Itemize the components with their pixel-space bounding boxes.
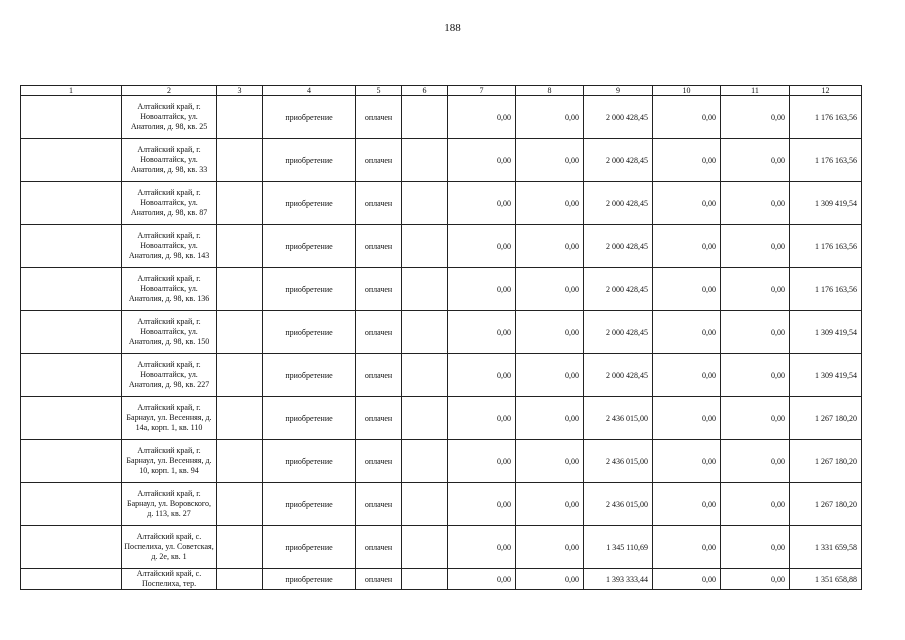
cell-amount: 1 331 659,58 [790,526,862,569]
cell-status: оплачен [356,440,402,483]
cell-amount: 0,00 [516,526,584,569]
cell-type: приобретение [263,483,356,526]
cell-address: Алтайский край, г. Новоалтайск, ул. Анатолия, д. 98, кв. 143 [122,225,217,268]
cell-empty [21,526,122,569]
cell-address: Алтайский край, г. Барнаул, ул. Весенняя, д. 10, корп. 1, кв. 94 [122,440,217,483]
cell-address: Алтайский край, с. Поспелиха, ул. Советская, д. 2е, кв. 1 [122,526,217,569]
cell-address: Алтайский край, г. Новоалтайск, ул. Анатолия, д. 98, кв. 87 [122,182,217,225]
cell-type: приобретение [263,96,356,139]
cell-type: приобретение [263,225,356,268]
cell-address: Алтайский край, г. Новоалтайск, ул. Анатолия, д. 98, кв. 25 [122,96,217,139]
table-row [21,268,862,311]
cell-amount: 1 309 419,54 [790,182,862,225]
column-header: 2 [122,86,217,96]
cell-empty [402,311,448,354]
cell-empty [21,440,122,483]
table-row [21,440,862,483]
cell-amount: 0,00 [721,182,790,225]
cell-empty [217,311,263,354]
cell-status: оплачен [356,268,402,311]
cell-address: Алтайский край, г. Новоалтайск, ул. Анатолия, д. 98, кв. 136 [122,268,217,311]
cell-empty [21,139,122,182]
column-header: 5 [356,86,402,96]
cell-amount: 0,00 [516,483,584,526]
cell-amount: 0,00 [721,354,790,397]
cell-amount: 0,00 [448,311,516,354]
cell-amount: 0,00 [516,354,584,397]
cell-amount: 0,00 [448,526,516,569]
column-header: 8 [516,86,584,96]
cell-amount: 2 000 428,45 [584,268,653,311]
cell-amount: 1 176 163,56 [790,225,862,268]
cell-empty [21,483,122,526]
cell-amount: 0,00 [516,96,584,139]
table-row [21,311,862,354]
cell-status: оплачен [356,354,402,397]
cell-empty [21,397,122,440]
cell-amount: 0,00 [448,139,516,182]
cell-amount: 0,00 [448,268,516,311]
cell-amount: 0,00 [721,569,790,590]
cell-amount: 0,00 [653,569,721,590]
cell-amount: 1 309 419,54 [790,354,862,397]
cell-amount: 0,00 [448,483,516,526]
cell-amount: 0,00 [653,268,721,311]
cell-empty [402,569,448,590]
cell-status: оплачен [356,182,402,225]
cell-empty [402,96,448,139]
cell-amount: 0,00 [516,182,584,225]
column-header: 1 [21,86,122,96]
cell-status: оплачен [356,96,402,139]
cell-amount: 0,00 [653,96,721,139]
column-header: 11 [721,86,790,96]
cell-amount: 2 000 428,45 [584,311,653,354]
column-header: 12 [790,86,862,96]
cell-type: приобретение [263,268,356,311]
cell-amount: 0,00 [516,569,584,590]
column-header: 9 [584,86,653,96]
cell-amount: 0,00 [516,139,584,182]
header-row [21,86,862,96]
cell-amount: 1 267 180,20 [790,483,862,526]
cell-address: Алтайский край, г. Новоалтайск, ул. Анатолия, д. 98, кв. 227 [122,354,217,397]
cell-amount: 0,00 [653,397,721,440]
cell-type: приобретение [263,569,356,590]
cell-status: оплачен [356,139,402,182]
cell-empty [402,182,448,225]
cell-amount: 2 000 428,45 [584,96,653,139]
cell-status: оплачен [356,569,402,590]
cell-amount: 2 436 015,00 [584,483,653,526]
cell-empty [21,569,122,590]
table-row [21,96,862,139]
cell-amount: 1 345 110,69 [584,526,653,569]
cell-empty [21,225,122,268]
data-table [20,85,862,590]
column-header: 6 [402,86,448,96]
column-header: 7 [448,86,516,96]
table-row [21,483,862,526]
cell-empty [402,397,448,440]
cell-empty [217,483,263,526]
table-row [21,139,862,182]
cell-empty [217,397,263,440]
cell-amount: 0,00 [721,311,790,354]
cell-amount: 0,00 [653,354,721,397]
cell-amount: 1 351 658,88 [790,569,862,590]
cell-empty [217,526,263,569]
column-header: 3 [217,86,263,96]
cell-amount: 1 309 419,54 [790,311,862,354]
cell-empty [402,483,448,526]
cell-amount: 0,00 [516,440,584,483]
cell-status: оплачен [356,311,402,354]
cell-empty [217,569,263,590]
cell-amount: 0,00 [653,182,721,225]
cell-amount: 1 176 163,56 [790,268,862,311]
cell-amount: 2 000 428,45 [584,182,653,225]
cell-empty [217,225,263,268]
cell-type: приобретение [263,354,356,397]
cell-status: оплачен [356,483,402,526]
cell-amount: 0,00 [721,139,790,182]
cell-amount: 0,00 [653,139,721,182]
cell-amount: 0,00 [448,397,516,440]
cell-amount: 0,00 [653,483,721,526]
table-row [21,354,862,397]
cell-amount: 0,00 [448,182,516,225]
cell-amount: 0,00 [721,96,790,139]
cell-amount: 0,00 [448,440,516,483]
cell-empty [21,311,122,354]
cell-status: оплачен [356,397,402,440]
cell-amount: 0,00 [448,96,516,139]
column-header: 10 [653,86,721,96]
table-row [21,526,862,569]
cell-empty [21,96,122,139]
cell-amount: 2 000 428,45 [584,139,653,182]
cell-address: Алтайский край, г. Барнаул, ул. Воровского, д. 113, кв. 27 [122,483,217,526]
cell-amount: 0,00 [653,440,721,483]
cell-amount: 0,00 [721,225,790,268]
cell-amount: 0,00 [448,225,516,268]
cell-empty [217,139,263,182]
cell-empty [402,225,448,268]
cell-empty [21,268,122,311]
cell-empty [21,354,122,397]
cell-type: приобретение [263,311,356,354]
table-row [21,182,862,225]
cell-amount: 2 436 015,00 [584,440,653,483]
cell-empty [402,440,448,483]
cell-empty [217,268,263,311]
cell-empty [402,268,448,311]
cell-type: приобретение [263,139,356,182]
table-row [21,225,862,268]
cell-amount: 0,00 [721,440,790,483]
cell-empty [402,354,448,397]
cell-empty [217,182,263,225]
cell-type: приобретение [263,182,356,225]
cell-empty [402,139,448,182]
cell-address: Алтайский край, с. Поспелиха, тер. [122,569,217,590]
cell-empty [217,354,263,397]
cell-amount: 1 267 180,20 [790,397,862,440]
cell-amount: 0,00 [721,526,790,569]
table-row [21,569,862,590]
cell-type: приобретение [263,440,356,483]
cell-amount: 0,00 [448,569,516,590]
cell-empty [21,182,122,225]
cell-amount: 1 176 163,56 [790,96,862,139]
cell-amount: 2 436 015,00 [584,397,653,440]
cell-amount: 2 000 428,45 [584,354,653,397]
cell-amount: 0,00 [721,483,790,526]
cell-status: оплачен [356,225,402,268]
cell-amount: 0,00 [448,354,516,397]
cell-address: Алтайский край, г. Новоалтайск, ул. Анатолия, д. 98, кв. 33 [122,139,217,182]
cell-address: Алтайский край, г. Новоалтайск, ул. Анатолия, д. 98, кв. 150 [122,311,217,354]
cell-amount: 0,00 [516,397,584,440]
cell-type: приобретение [263,526,356,569]
cell-amount: 1 267 180,20 [790,440,862,483]
column-header: 4 [263,86,356,96]
cell-status: оплачен [356,526,402,569]
cell-amount: 2 000 428,45 [584,225,653,268]
cell-amount: 0,00 [721,268,790,311]
cell-address: Алтайский край, г. Барнаул, ул. Весенняя, д. 14а, корп. 1, кв. 110 [122,397,217,440]
cell-amount: 0,00 [653,526,721,569]
cell-amount: 1 176 163,56 [790,139,862,182]
cell-amount: 0,00 [721,397,790,440]
cell-type: приобретение [263,397,356,440]
cell-amount: 0,00 [653,225,721,268]
cell-empty [217,440,263,483]
cell-amount: 0,00 [653,311,721,354]
page-number: 188 [444,22,461,34]
cell-empty [217,96,263,139]
cell-amount: 0,00 [516,225,584,268]
cell-amount: 1 393 333,44 [584,569,653,590]
cell-empty [402,526,448,569]
cell-amount: 0,00 [516,311,584,354]
cell-amount: 0,00 [516,268,584,311]
table-row [21,397,862,440]
